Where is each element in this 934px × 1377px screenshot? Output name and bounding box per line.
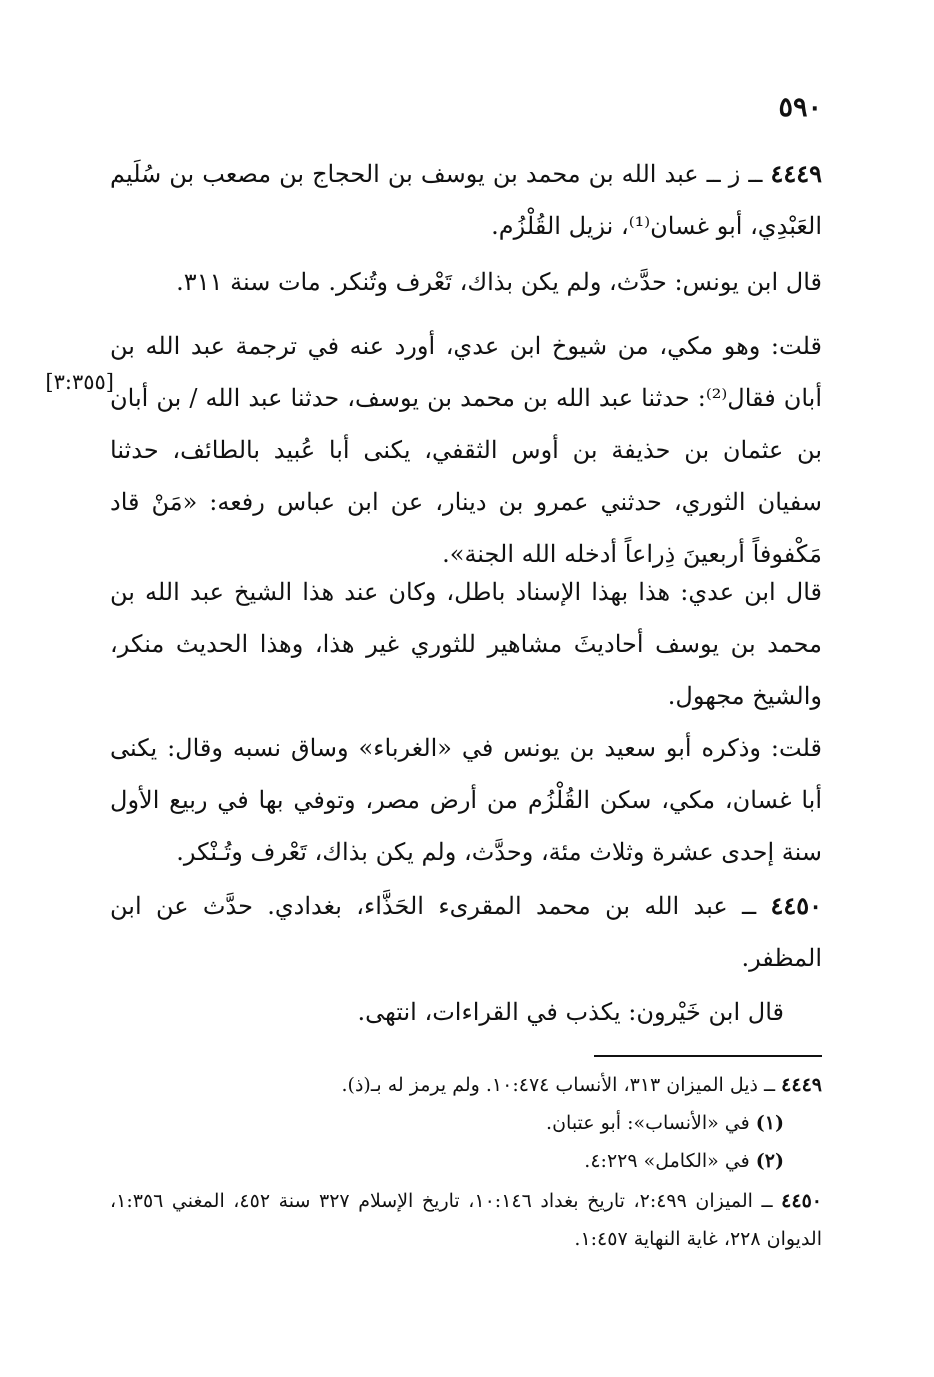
paragraph-ibn-adi bbox=[110, 566, 822, 722]
entry-number: ٤٤٥٠ bbox=[770, 891, 822, 920]
footnote-text: في «الكامل» ٤:٢٢٩. bbox=[584, 1150, 756, 1172]
footnote-number: (٢) bbox=[755, 1150, 784, 1172]
footnote-number: (١) bbox=[755, 1112, 784, 1134]
footnote-text: في «الأنساب»: أبو عتبان. bbox=[546, 1112, 756, 1134]
paragraph-qultu-2 bbox=[110, 722, 822, 878]
footnote-number: ٤٤٥٠ bbox=[781, 1190, 822, 1212]
entry-text: ــ ز ــ عبد الله بن محمد بن يوسف بن الحجاج بن مصعب بن سُلَيم العَبْدِي، أبو غسان⁽¹⁾، نزيل القُلْزُم. bbox=[110, 160, 822, 240]
paragraph-text: قال ابن خَيْرون: يكذب في القراءات، انتهى. bbox=[357, 998, 784, 1026]
footnote-2 bbox=[110, 1142, 784, 1180]
entry-number: ٤٤٤٩ bbox=[770, 159, 822, 188]
entry-4449 bbox=[110, 148, 822, 252]
paragraph-text: قال ابن يونس: حدَّث، ولم يكن بذاك، تَعْرف وتُنكر. مات سنة ٣١١. bbox=[176, 268, 822, 296]
footnote-text: ــ الميزان ٢:٤٩٩، تاريخ بغداد ١٠:١٤٦، تاريخ الإسلام ٣٢٧ سنة ٤٥٢، المغني ١:٣٥٦، الديوان ٢٢٨، غاية النهاية ١:٤٥٧. bbox=[110, 1190, 822, 1250]
marginal-reference: [٣:٣٥٥] bbox=[45, 370, 114, 394]
footnote-separator bbox=[594, 1055, 822, 1057]
footnote-4449 bbox=[110, 1066, 822, 1104]
entry-text: ــ عبد الله بن محمد المقرىء الحَذَّاء، بغدادي. حدَّث عن ابن المظفر. bbox=[110, 892, 822, 972]
paragraph-text: قلت: وهو مكي، من شيوخ ابن عدي، أورد عنه في ترجمة عبد الله بن أبان فقال⁽²⁾: حدثنا عبد الله بن محمد بن يوسف، حدثنا عبد الله / بن أبان بن عثمان بن حذيفة بن أوس الثقفي، يكنى أبا عُبيد بالطائف، حدثنا سفيان الثوري، حدثني عمرو بن دينار، عن ابن عباس رفعه: «مَنْ قاد مَكْفوفاً أربعينَ ذِراعاً أدخله الله الجنة». bbox=[110, 332, 823, 568]
paragraph-ibn-yunus bbox=[110, 256, 822, 308]
paragraph-qultu-1 bbox=[110, 320, 822, 580]
paragraph-text: قلت: وذكره أبو سعيد بن يونس في «الغرباء» وساق نسبه وقال: يكنى أبا غسان، مكي، سكن القُلْزُم من أرض مصر، وتوفي بها في ربيع الأول سنة إحدى عشرة وثلاث مئة، وحدَّث، ولم يكن بذاك، تَعْرف وتُـنْكر. bbox=[110, 734, 822, 866]
footnote-1 bbox=[110, 1104, 784, 1142]
paragraph-text: قال ابن عدي: هذا بهذا الإسناد باطل، وكان عند هذا الشيخ عبد الله بن محمد بن يوسف أحاديثَ مشاهير للثوري غير هذا، وهذا الحديث منكر، والشيخ مجهول. bbox=[110, 578, 822, 710]
entry-4450 bbox=[110, 880, 822, 984]
paragraph-ibn-khayrun bbox=[110, 986, 784, 1038]
page-number: ٥٩٠ bbox=[778, 92, 822, 123]
footnote-text: ــ ذيل الميزان ٣١٣، الأنساب ١٠:٤٧٤. ولم يرمز له بـ(ذ). bbox=[341, 1074, 782, 1096]
footnote-number: ٤٤٤٩ bbox=[781, 1074, 822, 1096]
footnote-4450 bbox=[110, 1182, 822, 1258]
